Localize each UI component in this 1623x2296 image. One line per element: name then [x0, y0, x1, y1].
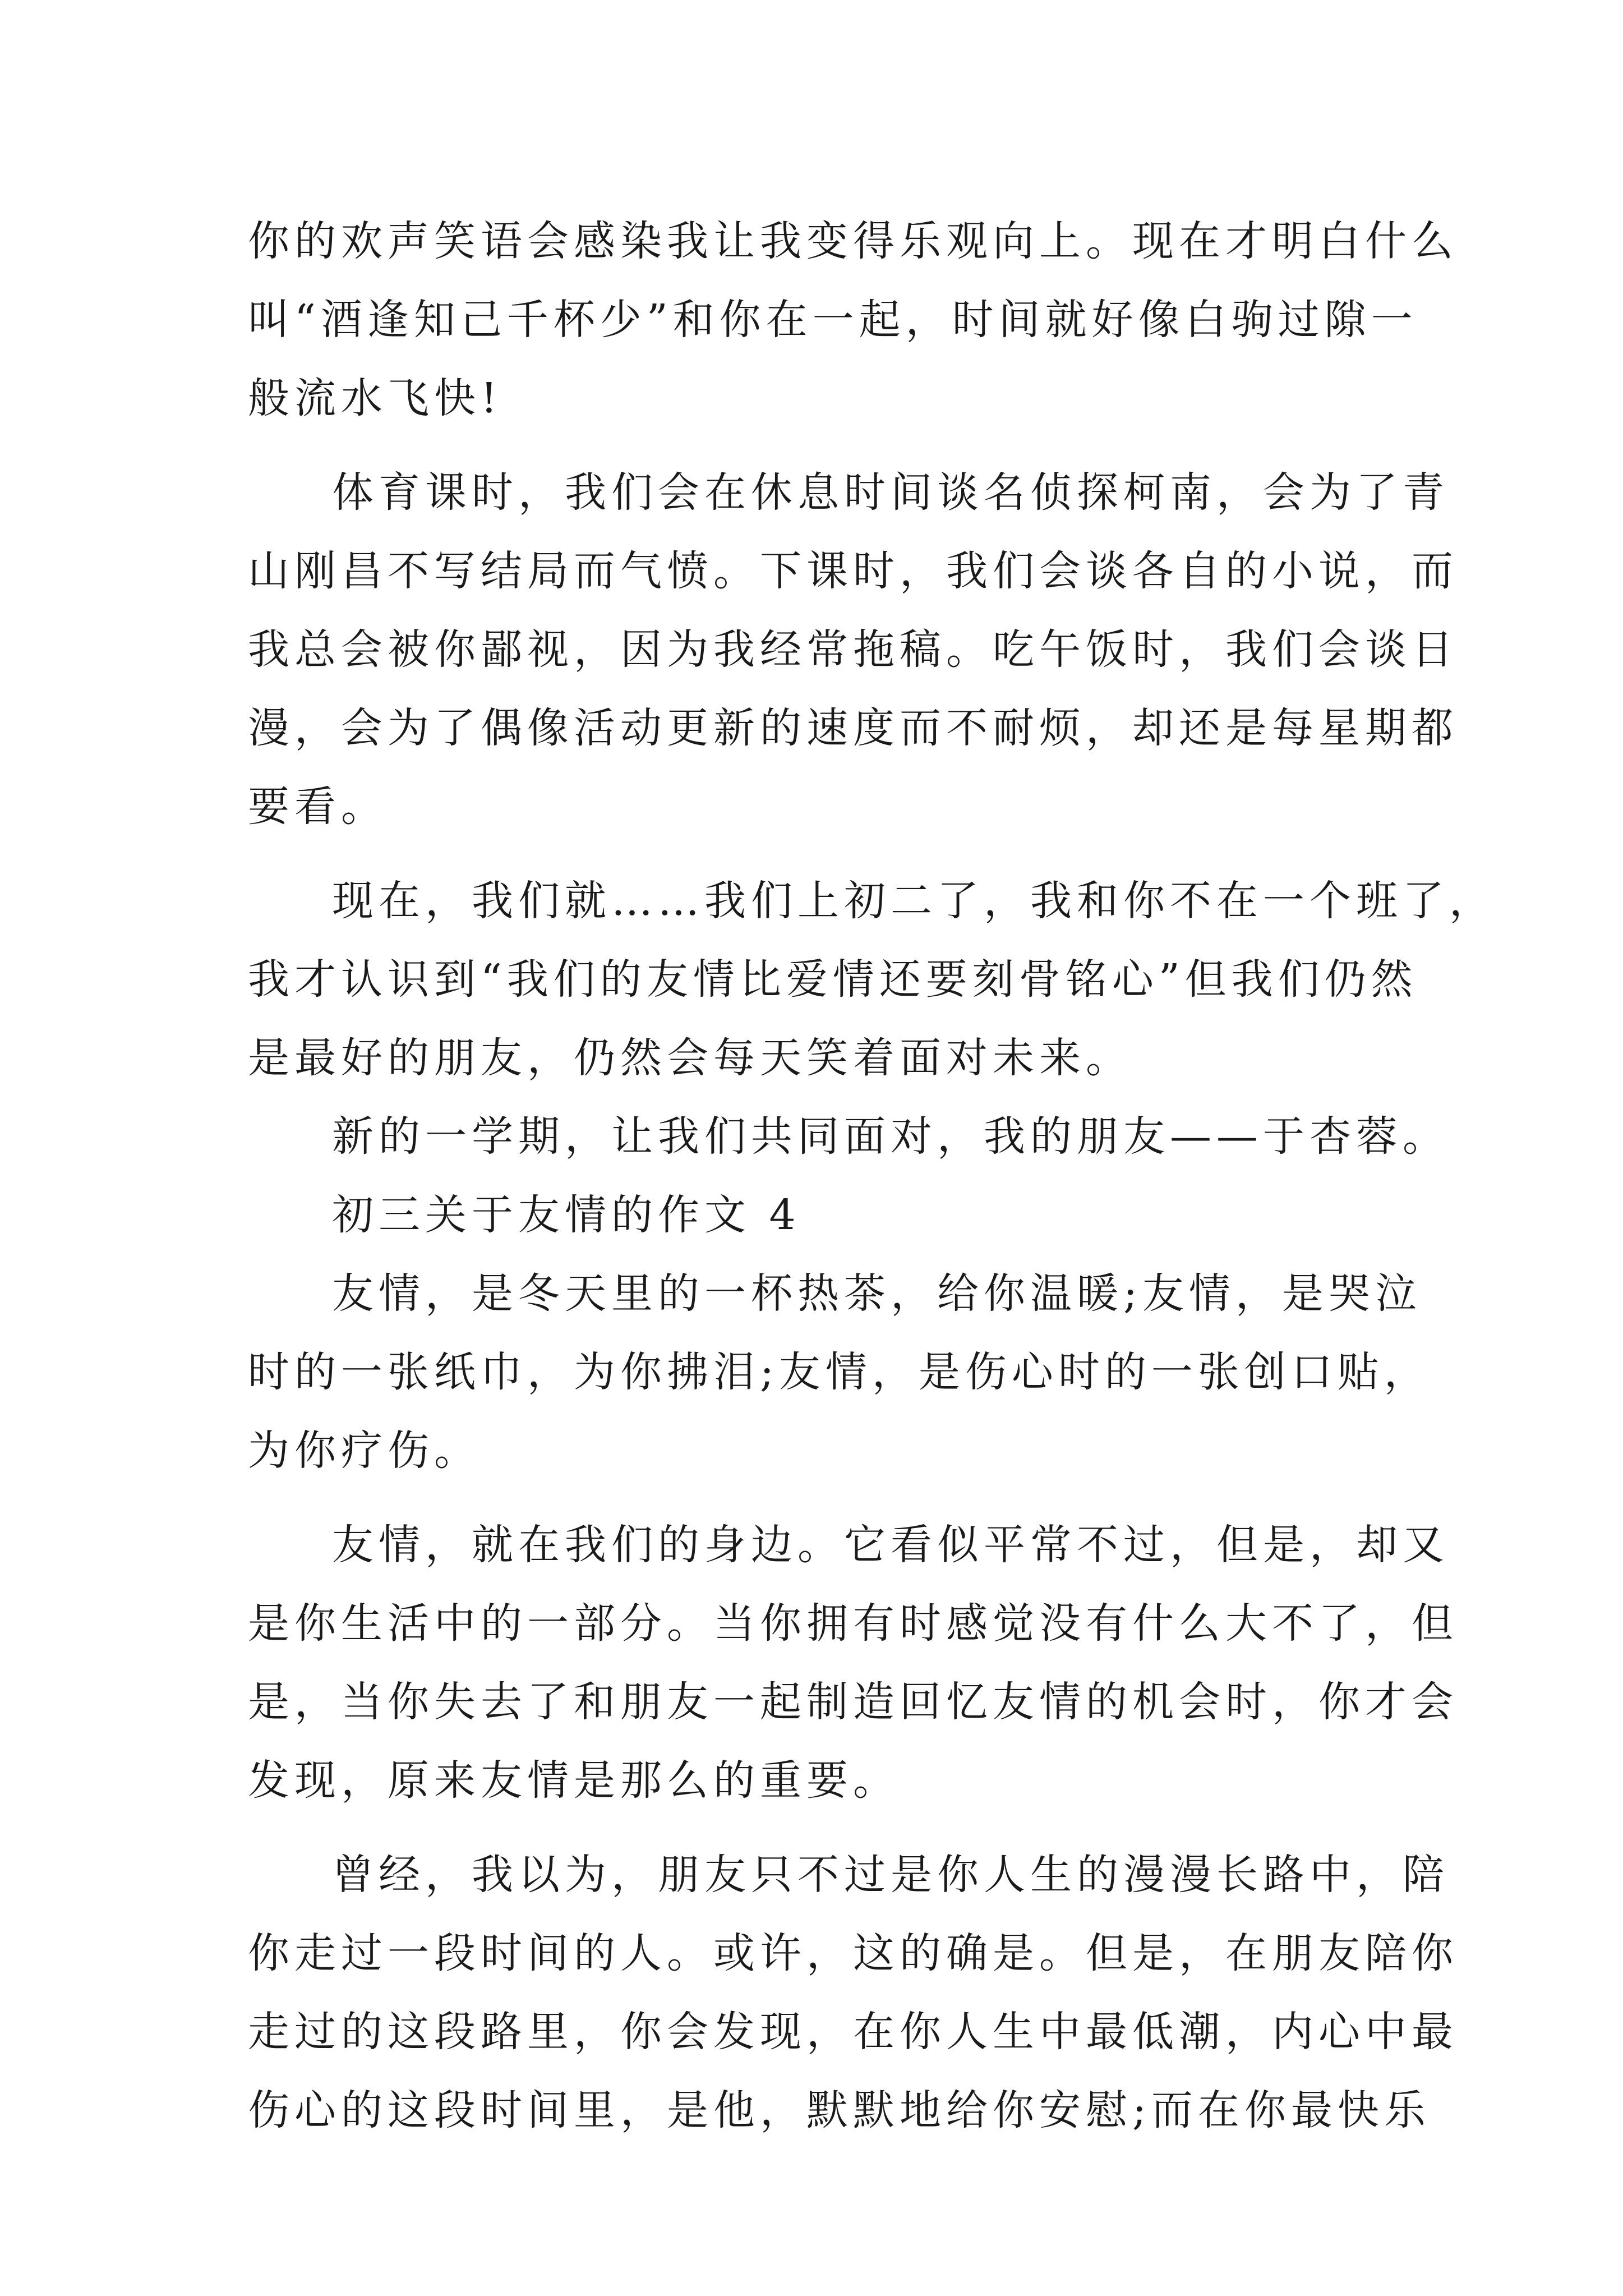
text-line: 你走过一段时间的人。或许，这的确是。但是，在朋友陪你	[248, 1929, 1458, 1977]
paragraph-6	[248, 1506, 1458, 1820]
paragraph-4	[248, 1097, 1449, 1176]
text-line: 走过的这段路里，你会发现，在你人生中最低潮，内心中最	[248, 2008, 1458, 2056]
text-line: 新的一学期，让我们共同面对，我的朋友——于杏蓉。	[332, 1112, 1449, 1161]
text-line: 我才认识到“我们的友情比爱情还要刻骨铭心”但我们仍然	[248, 955, 1418, 1004]
text-line: 漫，会为了偶像活动更新的速度而不耐烦，却还是每星期都	[248, 704, 1458, 752]
paragraph-3	[248, 862, 1496, 1097]
text-line: 友情，是冬天里的一杯热茶，给你温暖;友情，是哭泣	[332, 1269, 1422, 1318]
text-line: 友情，就在我们的身边。它看似平常不过，但是，却又	[332, 1521, 1449, 1569]
essay-title: 初三关于友情的作文 4	[332, 1191, 801, 1239]
paragraph-5	[248, 1254, 1431, 1490]
paragraph-1	[248, 202, 1458, 438]
text-line: 般流水飞快!	[248, 374, 502, 422]
text-line: 现在，我们就……我们上初二了，我和你不在一个班了，	[332, 877, 1496, 925]
text-line: 是你生活中的一部分。当你拥有时感觉没有什么大不了，但	[248, 1599, 1458, 1648]
text-line: 你的欢声笑语会感染我让我变得乐观向上。现在才明白什么	[248, 217, 1458, 265]
paragraph-2	[248, 453, 1458, 846]
text-line: 叫“酒逢知己千杯少”和你在一起，时间就好像白驹过隙一	[248, 296, 1418, 344]
text-line: 时的一张纸巾，为你拂泪;友情，是伤心时的一张创口贴，	[248, 1348, 1431, 1396]
text-line: 曾经，我以为，朋友只不过是你人生的漫漫长路中，陪	[332, 1851, 1449, 1899]
text-line: 发现，原来友情是那么的重要。	[248, 1756, 900, 1805]
text-line: 为你疗伤。	[248, 1427, 481, 1475]
text-line: 是最好的朋友，仍然会每天笑着面对未来。	[248, 1034, 1132, 1082]
text-line: 我总会被你鄙视，因为我经常拖稿。吃午饭时，我们会谈日	[248, 625, 1458, 674]
section-heading	[248, 1176, 1414, 1254]
text-line: 体育课时，我们会在休息时间谈名侦探柯南，会为了青	[332, 468, 1449, 517]
text-line: 是，当你失去了和朋友一起制造回忆友情的机会时，你才会	[248, 1678, 1458, 1726]
paragraph-7	[248, 1835, 1458, 2150]
text-line: 伤心的这段时间里，是他，默默地给你安慰;而在你最快乐	[248, 2086, 1431, 2134]
document-body	[248, 202, 1496, 2150]
text-line: 山刚昌不写结局而气愤。下课时，我们会谈各自的小说，而	[248, 547, 1458, 595]
text-line: 要看。	[248, 783, 388, 831]
